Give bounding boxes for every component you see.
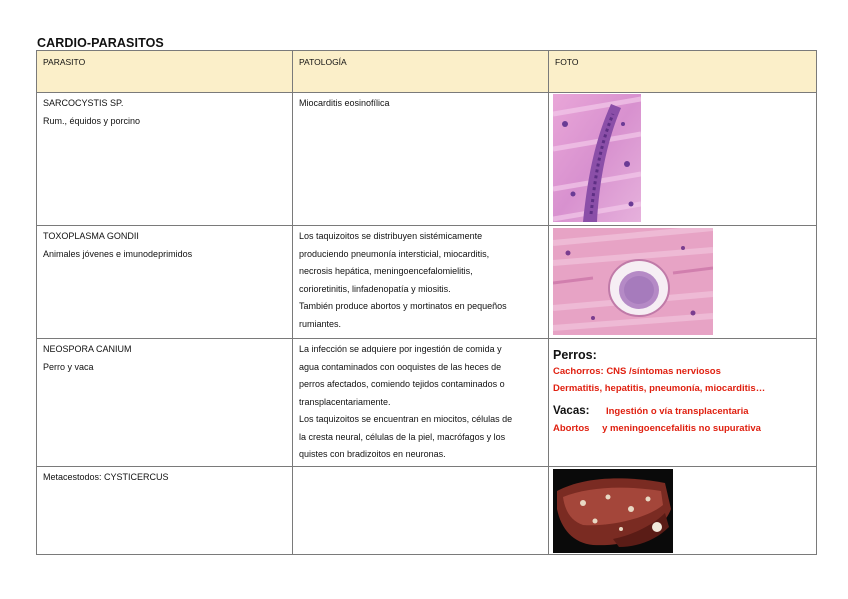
vacas-line: Ingestión o vía transplacentaria	[605, 406, 749, 417]
header-parasito: PARASITO	[37, 51, 293, 93]
page-title: CARDIO-PARASITOS	[37, 36, 164, 50]
abortos-label: Abortos	[553, 423, 590, 434]
pathology-cell	[293, 93, 549, 226]
header-patologia: PATOLOGÍA	[293, 51, 549, 93]
parasite-cell	[37, 339, 293, 467]
photo-cell	[549, 339, 817, 467]
pathology-cell	[293, 339, 549, 467]
pathology-text: Miocarditis eosinofílica	[299, 98, 390, 108]
pathology-line: Los taquizoitos se distribuyen sistémicamente	[299, 231, 483, 241]
pathology-line: la cresta neural, células de la piel, macrófagos y los	[299, 431, 506, 442]
pathology-line: necrosis hepática, meningoencefalomielitis,	[299, 266, 473, 276]
pathology-line: También produce abortos y mortinatos en pequeños	[299, 301, 507, 311]
table-row	[37, 466, 817, 554]
parasite-name: SARCOCYSTIS SP.	[43, 98, 124, 108]
header-foto: FOTO	[549, 51, 817, 93]
perros-line: Dermatitis, hepatitis, pneumonía, miocarditis…	[553, 383, 766, 394]
parasite-name: TOXOPLASMA GONDII	[43, 231, 139, 241]
perros-line: Cachorros: CNS /síntomas nerviosos	[553, 366, 721, 377]
pathology-line: rumiantes.	[299, 318, 342, 329]
vacas-line: y meningoencefalitis no supurativa	[602, 423, 761, 434]
parasites-table	[36, 50, 817, 555]
pathology-line: Los taquizoitos se encuentran en miocitos, células de	[299, 414, 513, 424]
table-row	[37, 339, 817, 467]
pathology-line: corioretinitis, linfadenopatía y miositis.	[299, 283, 451, 294]
pathology-line: agua contaminados con ooquistes de las heces de	[299, 361, 502, 372]
pathology-cell	[293, 226, 549, 339]
vacas-title: Vacas:	[553, 405, 590, 417]
photo-cell	[549, 466, 817, 554]
parasite-cell	[37, 93, 293, 226]
vacas-row	[553, 403, 812, 420]
parasite-name: NEOSPORA CANIUM	[43, 344, 132, 354]
abortos-row	[553, 420, 812, 437]
pathology-line: quistes con bradizoitos en neuronas.	[299, 449, 446, 459]
toxoplasma-cyst-photo	[553, 228, 713, 335]
pathology-cell	[293, 466, 549, 554]
perros-title: Perros:	[553, 348, 597, 362]
pathology-line: transplacentariamente.	[299, 396, 391, 407]
parasite-host: Perro y vaca	[43, 361, 94, 372]
parasite-host: Rum., équidos y porcino	[43, 115, 141, 126]
table-row	[37, 226, 817, 339]
parasite-cell	[37, 226, 293, 339]
header-row	[37, 51, 817, 93]
parasite-host: Animales jóvenes e imunodeprimidos	[43, 248, 193, 259]
neospora-summary	[553, 347, 812, 437]
table-row	[37, 93, 817, 226]
pathology-line: La infección se adquiere por ingestión de comida y	[299, 344, 502, 354]
photo-cell	[549, 93, 817, 226]
parasite-name: Metacestodos: CYSTICERCUS	[43, 471, 169, 482]
pathology-line: perros afectados, comiendo tejidos contaminados o	[299, 379, 505, 389]
photo-cell	[549, 226, 817, 339]
pathology-line: produciendo pneumonía intersticial, miocarditis,	[299, 248, 490, 259]
sarcocystis-histology-photo	[553, 94, 641, 222]
parasite-cell	[37, 466, 293, 554]
cysticercus-heart-photo	[553, 469, 673, 553]
